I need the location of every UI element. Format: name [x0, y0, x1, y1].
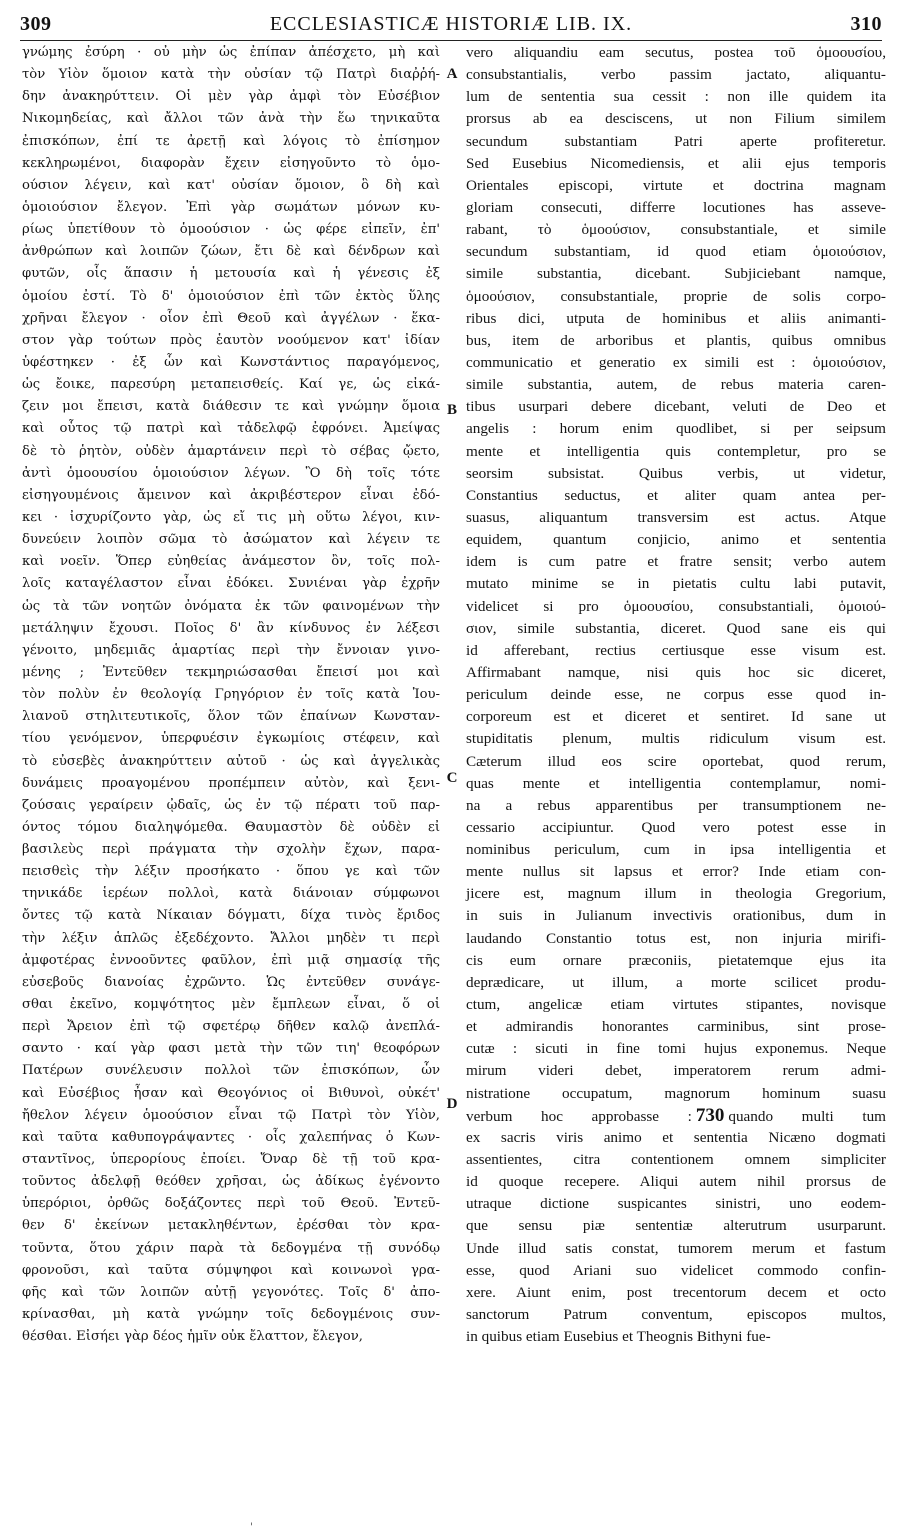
greek-text-line: ὑφέστηκεν · ἐξ ὧν καὶ Κωνστάντιος παραγόμενος, — [22, 354, 440, 370]
greek-text-line: καὶ Εὐσέβιος ἦσαν καὶ Θεογόνιος οἱ Βιθυνοὶ, οὐκέτ' — [22, 1085, 440, 1101]
latin-text-line: idem is cum patre et fratre sensit; verbo autem — [466, 553, 886, 571]
latin-text-line: periculum deinde esse, ne corpus esse quod in- — [466, 686, 886, 704]
latin-text-line: bus, item de arboribus et plantis, quibus omnibus — [466, 331, 886, 349]
latin-text-line: utraque dictione suspicantes sinistri, uno eodem- — [466, 1195, 886, 1213]
margin-marker-c: C — [446, 770, 458, 786]
latin-text-line: laudando Constantio totus est, non injuria mirifi- — [466, 929, 886, 947]
greek-text-line: καὶ οὗτος τῷ πατρὶ καὶ τἀδελφῷ ἐφρόνει. Ἀμείψας — [22, 421, 440, 437]
latin-text-fragment: quando multi tum — [728, 1107, 886, 1125]
latin-text-line: secundum substantiam Patri aperte profiteretur. — [466, 132, 886, 150]
greek-text-line: περὶ Ἄρειον ἐπὶ τῷ σφετέρῳ δῆθεν καλῷ ἀνεπλά- — [22, 1019, 440, 1035]
greek-text-line: ὡς ἔοικε, παρεσύρη μεταπεισθείς. Καί γε, ὡς εἰκά- — [22, 377, 440, 393]
latin-text-line: ὁμοούσιον, consubstantiale, proprie de solis corpo- — [466, 287, 886, 305]
latin-text-line: σιον, simile substantia, diceret. Quod sane eis qui — [466, 619, 886, 637]
latin-text-line: sanctorum Patrum conventum, episcopos multos, — [466, 1306, 886, 1324]
latin-text-line: gloriam consecuti, differre locutiones has asseve- — [466, 198, 886, 216]
greek-text-line: ἤθελον λέγειν ὁμοούσιον εἶναι τῷ Πατρὶ τὸν Υἱὸν, — [22, 1107, 440, 1123]
latin-text-line: corporeum est et diceret et sentiret. Id sane ut — [466, 708, 886, 726]
page-number-left: 309 — [20, 12, 52, 35]
greek-text-line: τηνικάδε ἱερέων πολλοὶ, κατὰ διάνοιαν σύμφωνοι — [22, 886, 440, 902]
greek-text-line: ρίως ὑπετίθουν τὸ ὁμοούσιον · ὡς φέρε εἰπεῖν, ἐπ' — [22, 222, 440, 238]
latin-text-line: in suis in Julianum invectivis orationibus, dum in — [466, 907, 886, 925]
greek-text-line: τὸν πολὺν ἐν θεολογίᾳ Γρηγόριον ἐν τοῖς κατὰ Ἰου- — [22, 687, 440, 703]
latin-text-line: cis eum ornare præconiis, pietatemque ejus ita — [466, 951, 886, 969]
latin-text-line: xere. Aiunt enim, post trecentorum decem et octo — [466, 1283, 886, 1301]
latin-text-line: seorsim subsistat. Quibus verbis, ut videtur, — [466, 464, 886, 482]
margin-marker-a: A — [446, 66, 458, 82]
greek-column — [22, 42, 440, 1348]
latin-text-line: ex sacris viris animo et sententia Nicæno dogmati — [466, 1128, 886, 1146]
greek-text-line: θέσθαι. Εἰσήει γὰρ δέος ἡμῖν οὐκ ἔλαττον, ἔλεγον, — [22, 1329, 363, 1345]
greek-text-line: ὁμοιούσιον ἔλεγον. Ἐπὶ γὰρ σωμάτων μόνων κυ- — [22, 199, 440, 215]
greek-text-line: δυνεύειν λοιπὸν σῶμα τὸ ἀσώματον καὶ λέγειν τε — [22, 532, 440, 548]
greek-text-line: ζούσαις γεραίρειν ᾠδαῖς, ὡς ἐν τῷ πέρατι τοῦ παρ- — [22, 797, 440, 813]
page-number-right: 310 — [850, 12, 882, 35]
latin-text-line: id quoque recepere. Aliqui autem nihil prorsus de — [466, 1173, 886, 1191]
greek-text-line: σθαι ἐκεῖνο, κομψότητος μὲν ἔμπλεων εἶναι, ὅ οἱ — [22, 997, 440, 1013]
latin-text-line: et admirandis honorantes carminibus, sint prose- — [466, 1018, 886, 1036]
greek-text-line: πεισθεὶς τὴν λέξιν προσήκατο · ὅπου γε καὶ τῶν — [22, 864, 440, 880]
latin-text-line: suasus, aliquantum transversim est actus. Atque — [466, 508, 886, 526]
latin-text-line: tibus usurpari debere dicebant, veluti de Deo et — [466, 398, 886, 416]
greek-text-line: ἀμφοτέρας ἐννοοῦντες φαῦλον, ἐπὶ μιᾷ σημασίᾳ τῆς — [22, 952, 440, 968]
margin-marker-d: D — [446, 1096, 458, 1112]
greek-text-line: λοῖς καταγέλαστον εἶναι ἐδόκει. Συνιέναι γὰρ ἐχρῆν — [22, 576, 440, 592]
greek-text-line: γνώμης ἐσύρη · οὐ μὴν ὡς ἐπίπαν ἀπέσχετο, μὴ καὶ — [22, 45, 440, 60]
latin-text-line: deprædicare, ut illum, a morte scilicet produ- — [466, 973, 886, 991]
greek-text-line: Νικομηδείας, καὶ ἄλλοι τῶν ἀνὰ τὴν ἕω τηνικαῦτα — [22, 111, 440, 127]
greek-text-line: ὑπερόριοι, ὀρθῶς δοξάζοντες περὶ τοῦ Θεοῦ. Ἐντεῦ- — [22, 1196, 440, 1212]
greek-text-line: κεκληρωμένοι, διαφορὰν ἔχειν εἰσηγοῦντο τὸ ὁμο- — [22, 155, 440, 171]
greek-text-line: όντος τόμου διαληψόμεθα. Θαυμαστὸν δὲ οὐδὲν εἰ — [22, 819, 440, 835]
greek-text-line: Πατέρων συνέλευσιν πολλοὶ τῶν ἐπισκόπων, ὧν — [22, 1063, 440, 1079]
greek-text-line: τοῦντα, ὅτου χάριν παρὰ τὰ δεδογμένα τῇ συνόδῳ — [22, 1240, 440, 1256]
greek-text-line: φυτῶν, οἷς ἅπασιν ἡ μετουσία καὶ ἡ γένεσις ἐξ — [22, 266, 440, 282]
latin-text-line: nistratione occupatum, magnorum hominum suasu — [466, 1084, 886, 1102]
latin-text-line: nominibus periculum, cum in ipsa intelligentia et — [466, 841, 886, 859]
latin-text-line: videlicet si pro ὁμοουσίου, consubstantiali, ὁμοιού- — [466, 597, 886, 615]
greek-text-line: φῆς καὶ τῶν λοιπῶν αὐτῇ γεγονότες. Τοῖς δ' ἀπο- — [22, 1284, 440, 1300]
greek-text-line: μένης ; Ἐντεῦθεν τεκμηριώσασθαι ἔπεισί μοι καὶ — [22, 664, 440, 680]
latin-text-line: jicere est, magnum illum in theologia Gregorium, — [466, 885, 886, 903]
greek-text-line: ζειν μοι ἔπεισι, κατὰ διάθεσιν τε καὶ γνώμην ὅμοια — [22, 399, 440, 415]
greek-text-line: κρίνασθαι, μὴ κατὰ γνώμην τοῖς δεδογμένοις συν- — [22, 1307, 440, 1323]
latin-text-line: lum de sententia sua cessit : non ille quidem ita — [466, 88, 886, 106]
running-title: ECCLESIASTICÆ HISTORIÆ LIB. IX. — [269, 12, 633, 35]
greek-text-line: ἐπισκόπων, ἐπί τε ἀρετῇ καὶ λόγοις τὸ ἐπίσημον — [22, 133, 440, 149]
latin-text-line: Cæterum illud eos scire oportebat, quod rerum, — [466, 752, 886, 770]
column-number: 730 — [695, 1104, 725, 1126]
greek-text-line: καὶ ταῦτα καθυπογράψαντες · οἷς χαλεπήνας ὁ Κων- — [22, 1129, 440, 1145]
greek-text-line: ούσιον λέγειν, καὶ κατ' οὐσίαν ὅμοιον, ὃ δὴ καὶ — [22, 177, 440, 193]
latin-text-line: que sensu piæ sententiæ alterutrum usurparunt. — [466, 1217, 886, 1235]
latin-text-line: quas mente et intelligentia contemplamur, nomi- — [466, 774, 886, 792]
latin-text-line: simile substantia, dicebant. Subjiciebant namque, — [466, 265, 886, 283]
greek-text-line: ὁμοίου ἐστί. Τὸ δ' ὁμοιούσιον ἐπὶ τῶν ἐκτὸς ὕλης — [22, 288, 440, 304]
greek-text-line: ἀντὶ ὁμοουσίου ὁμοιούσιον λέγων. Ὃ δὴ τοῖς τότε — [22, 465, 440, 481]
latin-text-line — [466, 1105, 886, 1127]
latin-text-line: in quibus etiam Eusebius et Theognis Bithyni fue- — [466, 1328, 771, 1346]
greek-text-line: εὐσεβοῦς διανοίας ἐχρῶντο. Ὡς ἐντεῦθεν συνάγε- — [22, 974, 440, 990]
latin-column — [466, 42, 886, 1348]
greek-text-line: σταντῖνος, ὑπερορίους ἐποίει. Ὄναρ δὲ τῇ τοῦ κρα- — [22, 1152, 440, 1168]
latin-text-line: stupiditatis plenum, multis ridiculum visum est. — [466, 730, 886, 748]
greek-text-line: δὲ τὸ ῥητὸν, οὐδὲν ἁμαρτάνειν περὶ τὸ σέβας ᾤετο, — [22, 443, 440, 459]
latin-text-line: assentientes, citra contentionem omnem simpliciter — [466, 1151, 886, 1169]
greek-text-line: ὄντες τῷ κατὰ Νίκαιαν δόγματι, δίχα τινὸς ἔριδος — [22, 908, 440, 924]
greek-text-line: τοῦντος ἀδελφῇ θεόθεν χρῆσαι, ὡς ἀδίκως ἐγένοντο — [22, 1174, 440, 1190]
greek-text-line: θεν δ' ἐκείνων μετακληθέντων, ἐρέσθαι τὸν κρα- — [22, 1218, 440, 1234]
latin-text-line: communicatio et generatio ex simili est : ὁμοιούσιον, — [466, 353, 886, 371]
greek-text-line: στον γὰρ τούτων πρὸς ἑαυτὸν νοούμενον κατ' ἰδίαν — [22, 332, 440, 348]
greek-text-line: καὶ νοεῖν. Ὅπερ εὐηθείας ἀνάμεστον ὂν, τοῖς πολ- — [22, 554, 440, 570]
latin-text-line: mutato minime se in pietatis cultu labi putavit, — [466, 575, 886, 593]
greek-text-line: εἰσηγουμένοις ἄμεινον καὶ ἀκριβέστερον εἶναι ἐδό- — [22, 487, 440, 503]
latin-text-line: Unde illud satis constat, tumorem merum et fastum — [466, 1239, 886, 1257]
latin-text-line: simile substantia, autem, de rebus materia caren- — [466, 376, 886, 394]
greek-text-line: χρῆναι ἔλεγον · οἷον ἐπὶ Θεοῦ καὶ ἀγγέλων · ἕκα- — [22, 310, 440, 326]
greek-text-line: τὴν λέξιν ἁπλῶς ἐξεδέχοντο. Ἄλλοι μηδὲν τι περὶ — [22, 930, 440, 946]
latin-text-line: id afferebant, rectius certiusque esse visum est. — [466, 641, 886, 659]
latin-text-line: equidem, quantum conjicio, animo et sententia — [466, 531, 886, 549]
latin-text-line: mente et intelligentia quis contempletur, pro se — [466, 442, 886, 460]
latin-text-line: Constantius seductus, et aliter quam antea per- — [466, 486, 886, 504]
latin-text-line: vero aliquandiu eam secutus, postea τοῦ ὁμοουσίου, — [466, 44, 886, 61]
latin-text-line: Sed Eusebius Nicomediensis, et alii ejus temporis — [466, 154, 886, 172]
latin-text-line: Affirmabant namque, nisi quis hoc sic diceret, — [466, 663, 886, 681]
greek-text-line: λιανοῦ στηλιτευτικοῖς, ὅλον τῶν ἐπαίνων Κωνσταν- — [22, 709, 440, 725]
latin-text-line: consubstantialis, verbo passim jactato, aliquantu- — [466, 66, 886, 84]
margin-marker-b: B — [446, 402, 457, 418]
latin-text-line: mirum videri debet, imperatorem rerum admi- — [466, 1062, 886, 1080]
greek-text-line: τὸν Υἱὸν ὅμοιον κατὰ τὴν οὐσίαν τῷ Πατρὶ διαῤῥή- — [22, 67, 440, 83]
running-header — [20, 8, 882, 41]
latin-text-line: cutæ : sicuti in fine tomi hujus exponemus. Neque — [466, 1040, 886, 1058]
greek-text-line: κει · ἰσχυρίζοντο γὰρ, ὡς εἴ τις μὴ οὕτω λέγοι, κιν- — [22, 509, 440, 525]
greek-text-line: τὸ εὐσεβὲς ἀνακηρύττειν αὐτοῦ · ὡς καὶ ἀγγελικὰς — [22, 753, 440, 769]
latin-text-line: esse, quod Ariani suo videlicet commodo confin- — [466, 1261, 886, 1279]
latin-text-line: Orientales episcopi, virtute et doctrina magnam — [466, 176, 886, 194]
latin-text-line: ctum, angelicæ etiam virtutes stipantes, novisque — [466, 996, 886, 1014]
greek-text-line: τίου γενόμενον, ὑπερφυέσιν ἐγκωμίοις στέφειν, καὶ — [22, 731, 440, 747]
latin-text-fragment: verbum hoc approbasse : — [466, 1107, 692, 1125]
latin-text-line: ribus dici, utputa de hominibus et aliis animanti- — [466, 309, 886, 327]
greek-text-line: ὡς τὰ τῶν νοητῶν ὀνόματα ἐκ τῶν φαινομένων τὴν — [22, 598, 440, 614]
footnote-mark: ' — [250, 1522, 253, 1533]
greek-text-line: δην ἀνακηρύττειν. Οἱ μὲν γὰρ ἀμφὶ τὸν Εὐσέβιον — [22, 89, 440, 105]
latin-text-line: secundum substantiam, id quod etiam ὁμοιούσιον, — [466, 243, 886, 261]
latin-text-line: rabant, τὸ ὁμοούσιον, consubstantiale, et simile — [466, 221, 886, 239]
latin-text-line: cessario accipiuntur. Quod vero potest esse in — [466, 818, 886, 836]
greek-text-line: δυνάμεις προαγομένου προπέμπειν αὐτὸν, καὶ ξενι- — [22, 775, 440, 791]
greek-text-line: βασιλεὺς περὶ πράγματα τὴν σχολὴν ἔχων, παρα- — [22, 842, 440, 858]
latin-text-line: prorsus ab ea desciscens, ut non Filium similem — [466, 110, 886, 128]
greek-text-line: σαντο · καί γὰρ φασι μετὰ τὴν τῶν τιη' θεοφόρων — [22, 1041, 440, 1057]
greek-text-line: ἀνθρώπων καὶ λοιπῶν ζώων, ἔτι δὲ καὶ δένδρων καὶ — [22, 244, 440, 260]
latin-text-line: na a rebus apparentibus per transumptionem ne- — [466, 796, 886, 814]
greek-text-line: γένοιτο, μηδεμιᾶς ἁμαρτίας περὶ τὴν ἔννοιαν γινο- — [22, 642, 440, 658]
latin-text-line: angelis : horum enim quodlibet, si per seipsum — [466, 420, 886, 438]
greek-text-line: φρονοῦσι, καὶ ταῦτα σύμψηφοι καὶ κοινωνοὶ γρα- — [22, 1262, 440, 1278]
latin-text-line: mente nullus sit lapsus et error? Inde etiam con- — [466, 863, 886, 881]
greek-text-line: μετάληψιν ἔχουσι. Ποῖος δ' ἂν κίνδυνος ἐν λέξεσι — [22, 620, 440, 636]
